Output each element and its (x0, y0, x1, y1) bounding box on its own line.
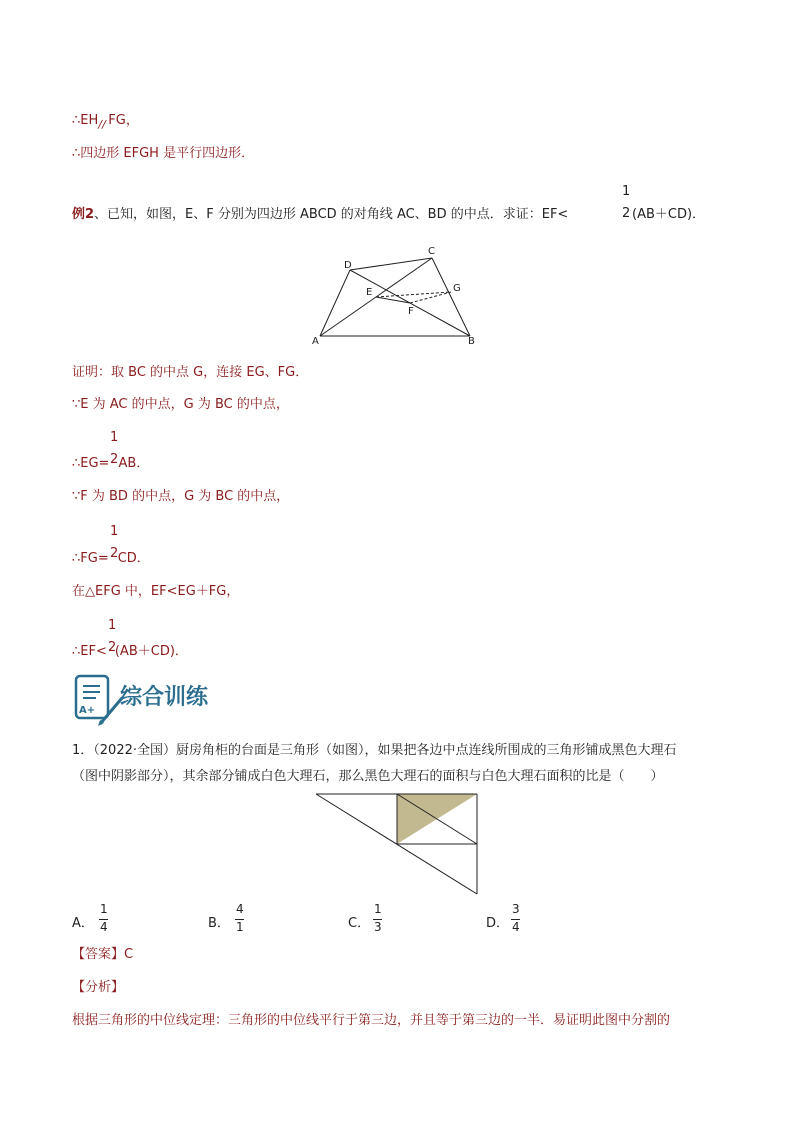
text-line-1 (72, 112, 139, 130)
label-f: F (408, 306, 414, 317)
frac-denominator: 2 (622, 206, 631, 221)
text-cd: CD． (117, 551, 150, 566)
text-line-2: ∴四边形 EFGH 是平行四边形． (72, 146, 255, 161)
a-plus-badge: A+ (79, 705, 96, 716)
frac-denominator: 2 (108, 640, 117, 655)
example-2-label: 例2 (72, 207, 95, 222)
proof-line-1: 证明：取 BC 的中点 G，连接 EG、FG． (72, 365, 309, 380)
section-title: 综合训练 (120, 685, 209, 710)
example-2-line (72, 206, 568, 224)
text-eh: ∴EH (72, 113, 99, 128)
answer-line: 【答案】C (72, 947, 134, 962)
quadrilateral-figure (300, 240, 500, 350)
frac-numerator: 1 (108, 618, 117, 633)
example-2-tail: (AB＋CD)． (632, 207, 706, 222)
proof-line-4: ∵F 为 BD 的中点，G 为 BC 的中点， (72, 489, 290, 504)
proof-line-2: ∵E 为 AC 的中点，G 为 BC 的中点， (72, 397, 289, 412)
proof-line-6: 在△EFG 中，EF<EG＋FG， (72, 584, 240, 599)
label-d: D (344, 260, 352, 271)
frac-denominator: 1 (236, 920, 244, 934)
triangle-figure (312, 792, 484, 898)
option-b-label: B． (208, 916, 230, 931)
parallel-equal-symbol: // (98, 118, 106, 131)
label-c: C (428, 246, 435, 257)
question-1-line-1: 1．（2022·全国）厨房角柜的台面是三角形（如图），如果把各边中点连线所围成的三角形铺成黑色大理石 (72, 743, 677, 758)
frac-numerator: 3 (512, 902, 520, 916)
example-2-text: 、已知，如图，E、F 分别为四边形 ABCD 的对角线 AC、BD 的中点．求证：EF< (94, 207, 569, 222)
analysis-text: 根据三角形的中位线定理：三角形的中位线平行于第三边，并且等于第三边的一半．易证明此图中分割的 (72, 1013, 671, 1028)
proof-line-3 (72, 455, 149, 473)
option-c[interactable] (348, 912, 370, 931)
label-g: G (453, 283, 461, 294)
segment-eg (376, 292, 451, 297)
proof-line-7 (72, 643, 188, 661)
frac-denominator: 2 (110, 546, 119, 561)
question-1-line-2: （图中阴影部分），其余部分铺成白色大理石，那么黑色大理石的面积与白色大理石面积的比是（ ） (72, 769, 664, 784)
frac-numerator: 1 (110, 430, 119, 445)
option-c-label: C． (348, 916, 371, 931)
side-dc (350, 258, 432, 270)
text-ab-cd: (AB＋CD)． (114, 644, 188, 659)
frac-numerator: 1 (374, 902, 382, 916)
frac-numerator: 4 (236, 902, 244, 916)
label-e: E (366, 287, 373, 298)
label-a: A (312, 336, 319, 347)
frac-numerator: 1 (100, 902, 108, 916)
text-eg-eq: ∴EG= (72, 456, 110, 471)
frac-denominator: 4 (100, 920, 108, 934)
analysis-label: 【分析】 (72, 980, 125, 995)
option-d[interactable] (486, 912, 509, 931)
frac-denominator: 3 (374, 920, 382, 934)
frac-denominator: 4 (512, 920, 520, 934)
text-ef-lt: ∴EF< (72, 644, 107, 659)
option-a[interactable] (72, 912, 94, 931)
option-b[interactable] (208, 912, 230, 931)
side-cb (432, 258, 470, 336)
text-fg-eq: ∴FG= (72, 551, 109, 566)
option-d-label: D． (486, 916, 510, 931)
exam-paper-icon (72, 672, 126, 728)
option-a-label: A． (72, 916, 94, 931)
text-ab: AB． (118, 456, 150, 471)
label-b: B (468, 336, 475, 347)
frac-numerator: 1 (622, 184, 631, 199)
proof-line-5 (72, 550, 150, 568)
text-fg: FG， (108, 113, 139, 128)
frac-denominator: 2 (110, 452, 119, 467)
frac-numerator: 1 (110, 524, 119, 539)
segment-fg (410, 292, 451, 303)
